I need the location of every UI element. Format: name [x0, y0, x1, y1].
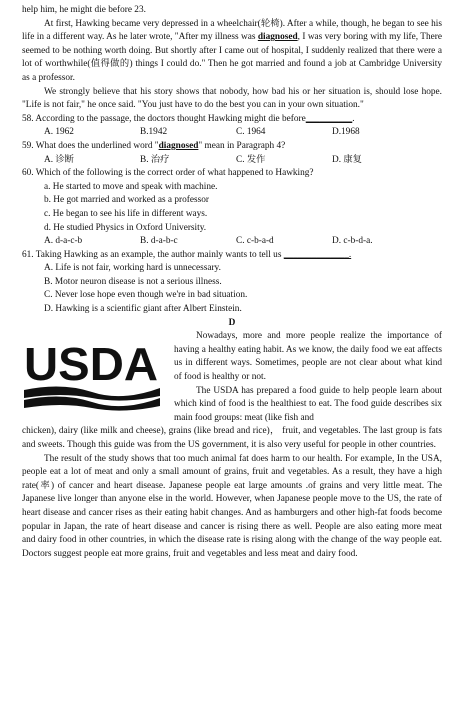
option: B. 治疗 [140, 154, 170, 165]
q60-item: d. He studied Physics in Oxford University. [44, 222, 207, 233]
option: D. c-b-d-a. [332, 236, 373, 247]
question-60: 60. Which of the following is the correct order of what happened to Hawking? [22, 168, 314, 179]
option: C. 1964 [236, 127, 266, 138]
d-paragraph-2b: chicken), dairy (like milk and cheese), grains (like bread and rice)， fruit, and vegetables. The last group is fats and sweets. Though this guide was from the US government, it is also very useful for people in other countries. [22, 426, 442, 450]
q61-option: C. Never lose hope even though we're in bad situation. [44, 290, 248, 301]
option: A. d-a-c-b [44, 236, 83, 247]
section-heading: D [228, 317, 236, 328]
d-paragraph-2a: The USDA has prepared a food guide to help people learn about which kind of food is the healthiest to eat. The food guide describes six main food groups: meat (like fish and [174, 385, 442, 423]
document-page [22, 4, 442, 561]
d-paragraph-1: Nowadays, more and more people realize the importance of having a healthy eating habit. As we know, the daily food we eat affects us in different ways. Sometimes, people are not clear about what kind of food is healthy or not. [174, 331, 442, 383]
q58-options [22, 126, 442, 140]
q59-options [22, 154, 442, 168]
option: D. 康复 [332, 154, 362, 165]
paragraph-1: At first, Hawking became very depressed in a wheelchair(轮椅). After a while, though, he began to see his life in a different way. As he later wrote, "After my illness was diagnosed, I was very boring with my life, There seemed to be nothing worth doing. But shortly after I came out of hospital, I suddenly realized that there were a lot of worthwhile(值得做的) things I could do." Then he got married and found a job at Cambridge University as a professor. [22, 18, 442, 83]
usda-block [22, 330, 442, 425]
option: C. c-b-a-d [236, 236, 274, 247]
underlined-word: diagnosed [257, 32, 298, 43]
usda-side-text [162, 330, 442, 425]
option: C. 发作 [236, 154, 266, 165]
option: A. 诊断 [44, 154, 74, 165]
q60-item: b. He got married and worked as a professor [44, 195, 209, 206]
option: D.1968 [332, 127, 360, 138]
question-58: 58. According to the passage, the doctors thought Hawking might die before__________. [22, 113, 355, 124]
q60-item: a. He started to move and speak with machine. [44, 181, 218, 192]
d-paragraph-3: The result of the study shows that too much animal fat does harm to our health. For example, In the USA, people eat a lot of meat and only a small amount of grains, fruit and vegetables. As a result, they have a high rate(率) of cancer and heart disease. Japanese people eat large amounts .of grains and very little meat. The Japanese live longer than anyone else in the world. However, when Japanese people move to the US, the rate of heart disease and cancer rises as their eating habit changes. And as hamburgers and other high-fat foods become popular in Japan, the rate of heart disease and cancer is rising there as well. People are also eating more meat and dairy food in other countries, in which the disease rate is rising along with the change of the way people eat. Doctors suggest people eat more grains, fruit and vegetables and less meat and dairy food. [22, 453, 442, 559]
option: B. d-a-b-c [140, 236, 178, 247]
q61-option: A. Life is not fair, working hard is unnecessary. [44, 263, 221, 274]
usda-logo-graphic [22, 334, 162, 414]
paragraph-2: We strongly believe that his story shows that nobody, how bad his or her situation is, should lose hope. "Life is not fair," he once said. "You just have to do the best you can in your own situation." [22, 86, 442, 111]
q60-item: c. He began to see his life in different ways. [44, 208, 208, 219]
question-59: 59. What does the underlined word "diagnosed" mean in Paragraph 4? [22, 140, 286, 151]
question-61: 61. Taking Hawking as an example, the author mainly wants to tell us ______________. [22, 249, 352, 260]
usda-logo [22, 334, 162, 414]
option: B.1942 [140, 127, 168, 138]
q61-option: D. Hawking is a scientific giant after Albert Einstein. [44, 304, 242, 315]
intro-line: help him, he might die before 23. [22, 5, 146, 15]
q61-option: B. Motor neuron disease is not a serious illness. [44, 276, 222, 287]
q60-options [22, 235, 442, 249]
usda-logo-text: USDA [24, 338, 158, 391]
option: A. 1962 [44, 127, 74, 138]
